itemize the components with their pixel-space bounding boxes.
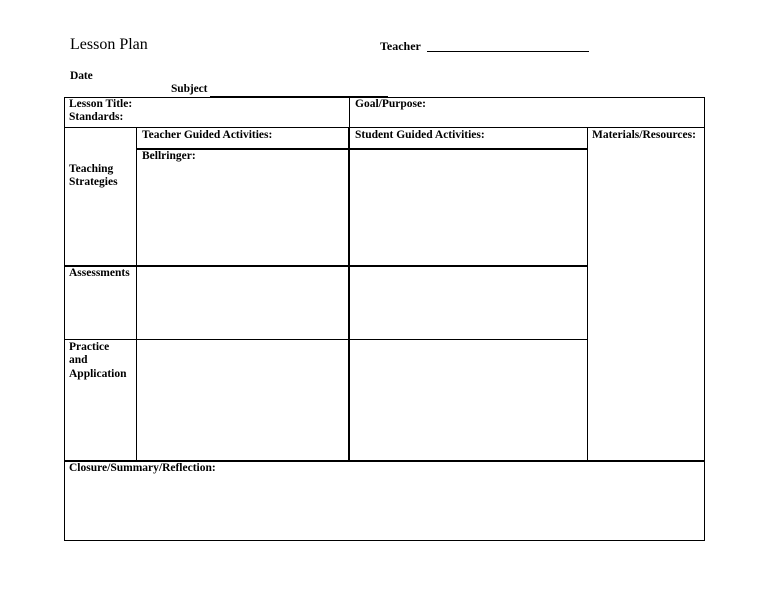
practice-teacher-cell[interactable] [137,341,347,460]
teaching-student-cell[interactable] [350,150,586,264]
divider-assessments-practice [64,339,587,340]
row-teaching-strategies: Teaching Strategies [69,163,118,188]
teaching-teacher-cell[interactable] [137,164,347,264]
divider-top-row [64,127,705,128]
teacher-guided-header: Teacher Guided Activities: [142,129,273,141]
practice-student-cell[interactable] [350,341,586,460]
materials-header: Materials/Resources: [592,129,696,141]
student-guided-header: Student Guided Activities: [355,129,485,141]
row-practice-line1: Practice [69,341,110,353]
date-label: Date [70,70,93,82]
row-practice-line2: and [69,354,88,366]
closure-cell[interactable] [65,476,703,539]
page-title: Lesson Plan [70,36,148,53]
teacher-label: Teacher [380,39,421,53]
goal-purpose-label: Goal/Purpose: [355,98,426,110]
closure-label: Closure/Summary/Reflection: [69,462,216,474]
bellringer-label: Bellringer: [142,150,196,162]
materials-cell[interactable] [588,150,703,460]
teacher-field-line[interactable] [427,51,589,52]
assessments-student-cell[interactable] [350,267,586,338]
subject-label: Subject [171,83,208,95]
standards-label: Standards: [69,111,124,123]
divider-title-goal [349,97,350,127]
row-assessments: Assessments [69,267,130,279]
lesson-title-label: Lesson Title: [69,98,133,110]
row-practice-line3: Application [69,368,127,380]
assessments-teacher-cell[interactable] [137,267,347,338]
